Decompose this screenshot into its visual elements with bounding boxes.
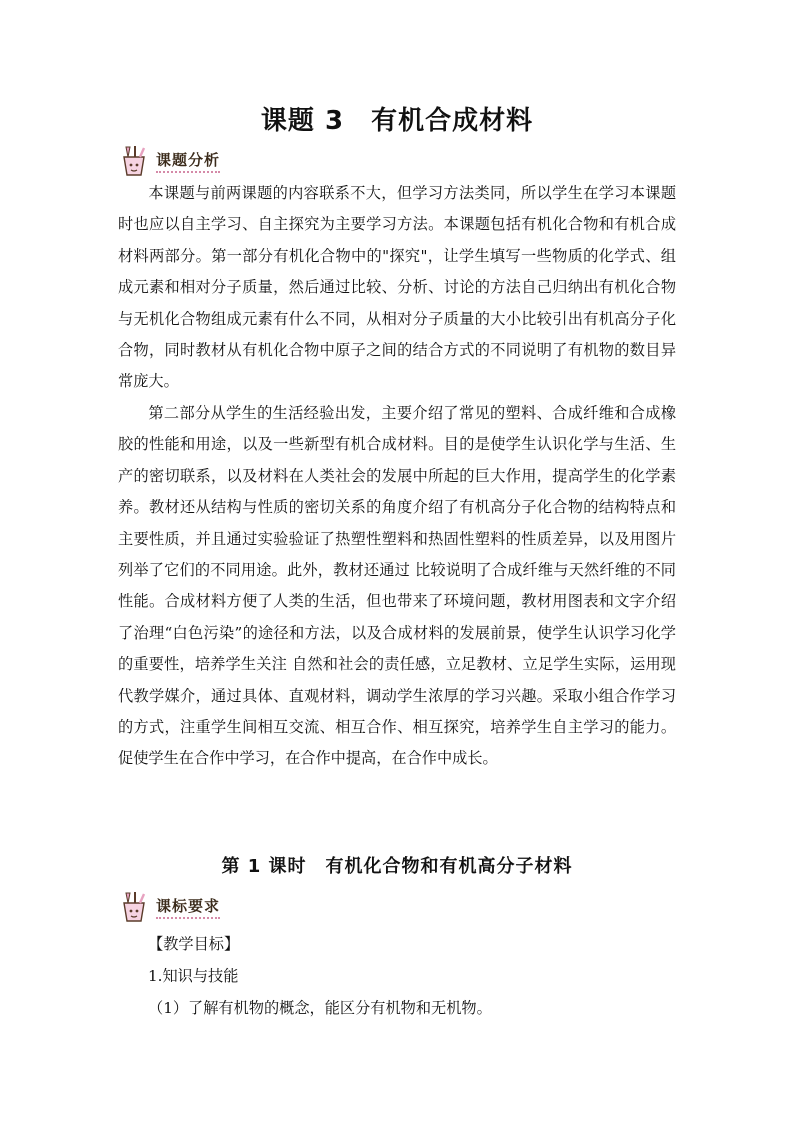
pencil-cup-icon [118, 145, 152, 177]
paragraph-1: 本课题与前两课题的内容联系不大，但学习方法类同，所以学生在学习本课题时也应以自主学习、自主探究为主要学习方法。本课题包括有机化合物和有机合成材料两部分。第一部分有机化合物中的"探究"，让学生填写一些物质的化学式、组成元素和相对分子质量，然后通过比较、分析、讨论的方法自己归纳出有机化合物与无机化合物组成元素有什么不同，从相对分子质量的大小比较引出有机高分子化合物，同时教材从有机化合物中原子之间的结合方式的不同说明了有机物的数目异常庞大。 [118, 184, 676, 391]
section-label-standard: 课标要求 [156, 895, 220, 919]
section-badge-analysis [118, 145, 220, 177]
page-title: 课题 3 有机合成材料 [260, 106, 534, 136]
pencil-cup-icon [118, 891, 152, 923]
section-label-analysis: 课题分析 [156, 149, 220, 173]
objective-item-1-1: （1）了解有机物的概念，能区分有机物和无机物。 [148, 999, 492, 1017]
section-badge-standard [118, 891, 220, 923]
objective-item-1: 1.知识与技能 [148, 967, 239, 985]
lesson-title: 第 1 课时 有机化合物和有机高分子材料 [221, 856, 573, 877]
objectives-heading: 【教学目标】 [148, 935, 240, 953]
paragraph-2: 第二部分从学生的生活经验出发，主要介绍了常见的塑料、合成纤维和合成橡胶的性能和用途，以及一些新型有机合成材料。目的是使学生认识化学与生活、生产的密切联系，以及材料在人类社会的发展中所起的巨大作用，提高学生的化学素养。教材还从结构与性质的密切关系的角度介绍了有机高分子化合物的结构特点和主要性质，并且通过实验验证了热塑性塑料和热固性塑料的性质差异，以及用图片列举了它们的不同用途。此外，教材还通过 比较说明了合成纤维与天然纤维的不同性能。合成材料方便了人类的生活，但也带来了环境问题，教材用图表和文字介绍了治理“白色污染”的途径和方法，以及合成材料的发展前景，使学生认识学习化学的重要性，培养学生关注 自然和社会的责任感，立足教材、立足学生实际，运用现代教学媒介，通过具体、直观材料，调动学生浓厚的学习兴趣。采取小组合作学习的方式，注重学生间相互交流、相互合作、相互探究，培养学生自主学习的能力。促使学生在合作中学习，在合作中提高，在合作中成长。 [118, 404, 676, 768]
